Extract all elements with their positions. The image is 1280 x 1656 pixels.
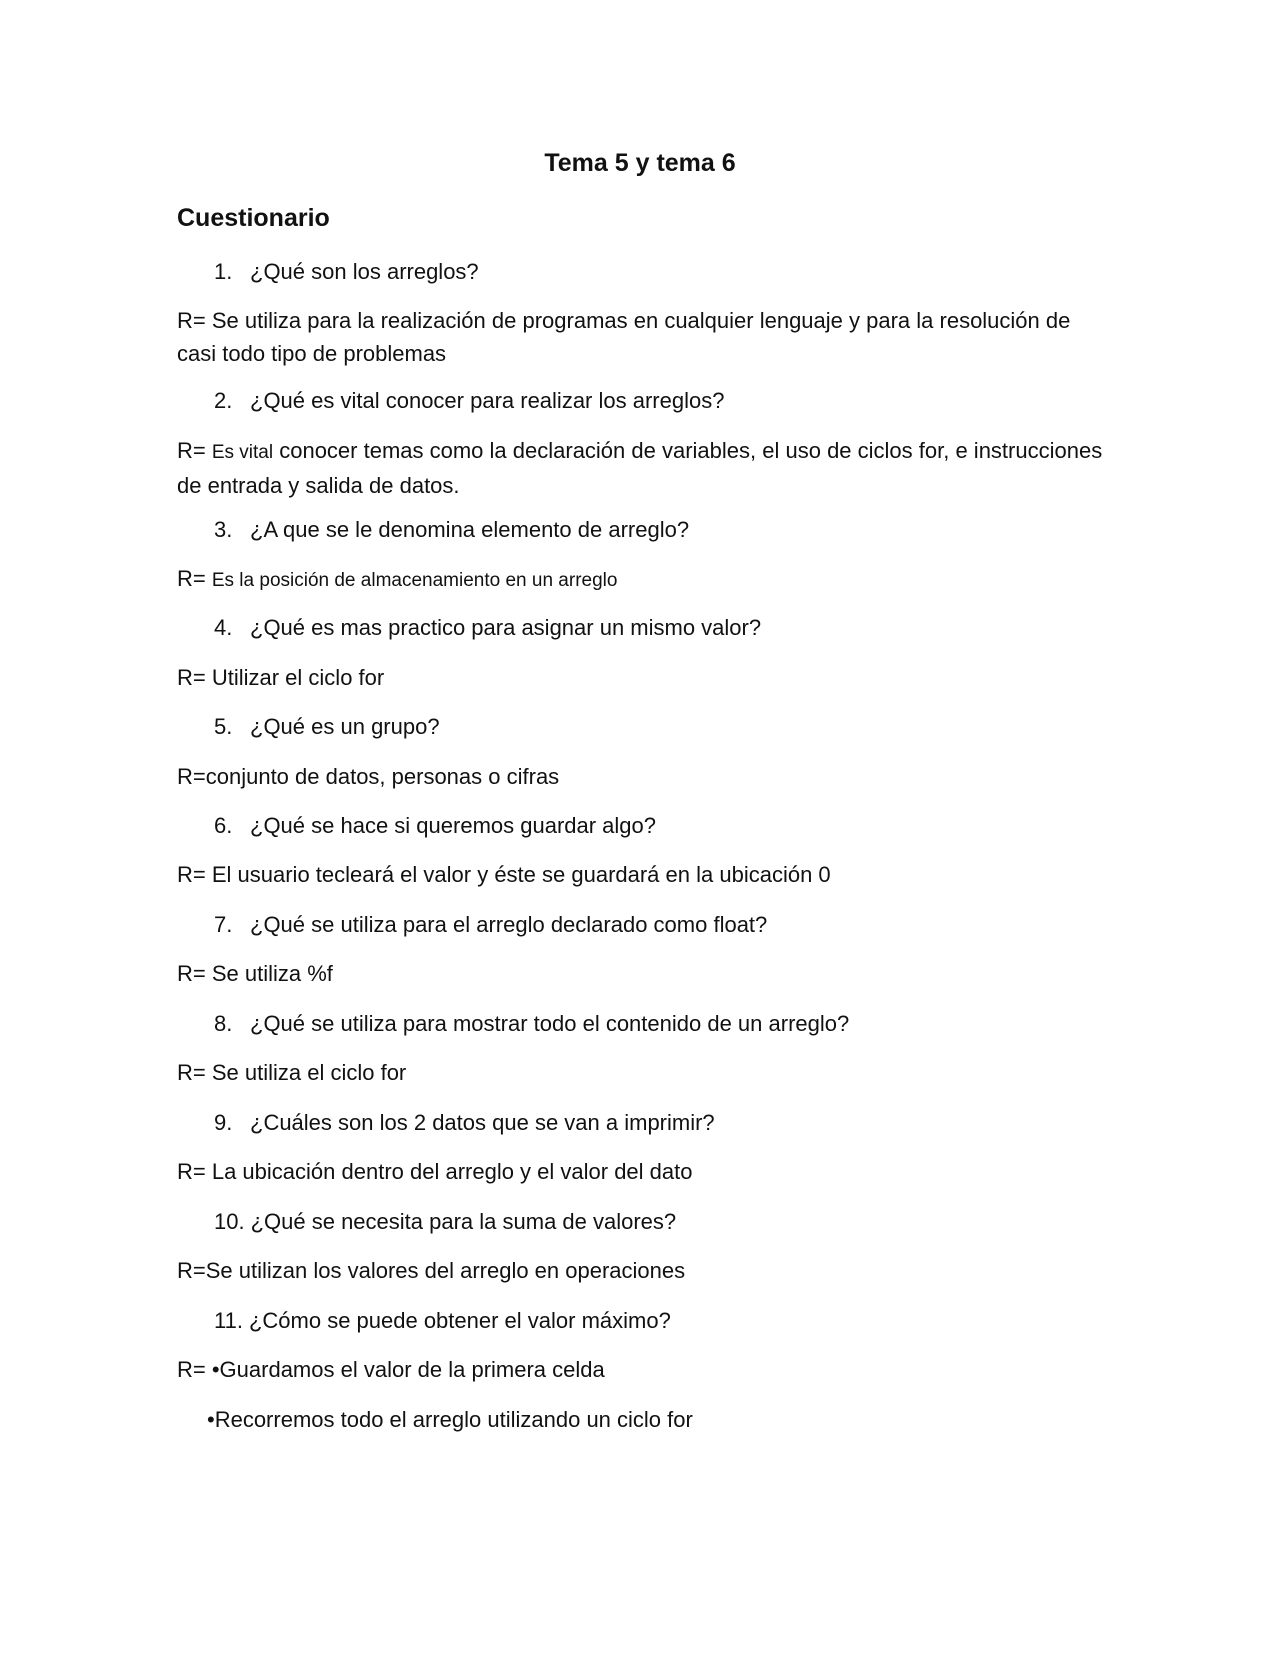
answer-text: R= La ubicación dentro del arreglo y el valor del dato <box>177 1159 693 1184</box>
answer-text: R=Se utilizan los valores del arreglo en operaciones <box>177 1258 686 1283</box>
question-number: 4. <box>214 615 233 640</box>
question-number: 1. <box>214 259 233 284</box>
question-number: 8. <box>214 1011 233 1036</box>
question-item <box>214 710 440 743</box>
answer-small-text: Es la posición de almacenamiento en un arreglo <box>211 570 618 591</box>
answer-text: R= Se utiliza el ciclo for <box>177 1060 407 1085</box>
answer-text <box>177 434 1107 502</box>
question-item <box>214 908 767 941</box>
answer-text: R= Se utiliza para la realización de programas en cualquier lenguaje y para la resolución de casi todo tipo de problemas <box>177 308 1071 366</box>
question-item <box>214 1205 676 1238</box>
question-text: ¿Qué son los arreglos? <box>250 259 479 284</box>
answer-prefix: R= <box>177 566 212 591</box>
question-item <box>214 611 761 644</box>
question-number: 3. <box>214 517 233 542</box>
question-text: ¿Qué se utiliza para el arreglo declarado como float? <box>250 912 768 937</box>
question-text: ¿Qué es vital conocer para realizar los arreglos? <box>250 388 725 413</box>
question-text: ¿Qué es mas practico para asignar un mismo valor? <box>250 615 762 640</box>
answer-text: R= Se utiliza %f <box>177 961 333 986</box>
question-item <box>214 513 689 546</box>
question-number: 7. <box>214 912 233 937</box>
answer-text: R= El usuario tecleará el valor y éste se guardará en la ubicación 0 <box>177 862 831 887</box>
question-text: ¿Qué se utiliza para mostrar todo el contenido de un arreglo? <box>250 1011 850 1036</box>
question-text: ¿Cómo se puede obtener el valor máximo? <box>248 1308 671 1333</box>
question-text: ¿A que se le denomina elemento de arreglo? <box>250 517 690 542</box>
question-item <box>214 1007 849 1040</box>
answer-small-text: Es vital <box>211 442 274 463</box>
question-number: 10. <box>214 1209 245 1234</box>
answer-bullet-text: •Recorremos todo el arreglo utilizando un ciclo for <box>207 1407 693 1432</box>
answer-text: R= •Guardamos el valor de la primera celda <box>177 1357 605 1382</box>
section-heading: Cuestionario <box>177 204 330 232</box>
question-number: 2. <box>214 388 233 413</box>
question-number: 6. <box>214 813 233 838</box>
answer-prefix: R= <box>177 438 212 463</box>
document-title: Tema 5 y tema 6 <box>544 149 736 177</box>
question-number: 9. <box>214 1110 233 1135</box>
answer-text: R= Utilizar el ciclo for <box>177 665 385 690</box>
question-item <box>214 384 724 417</box>
question-text: ¿Qué se hace si queremos guardar algo? <box>250 813 657 838</box>
question-number: 5. <box>214 714 233 739</box>
question-text: ¿Cuáles son los 2 datos que se van a imprimir? <box>250 1110 715 1135</box>
question-text: ¿Qué es un grupo? <box>250 714 440 739</box>
question-number: 11. <box>214 1308 243 1333</box>
answer-text: R=conjunto de datos, personas o cifras <box>177 764 560 789</box>
question-text: ¿Qué se necesita para la suma de valores? <box>250 1209 677 1234</box>
answer-rest-text: conocer temas como la declaración de variables, el uso de ciclos for, e instrucciones de entrada y salida de datos. <box>177 438 1103 498</box>
question-item <box>214 1304 671 1337</box>
question-item <box>214 809 656 842</box>
question-item <box>214 255 479 288</box>
answer-text <box>177 562 1107 597</box>
question-item <box>214 1106 715 1139</box>
